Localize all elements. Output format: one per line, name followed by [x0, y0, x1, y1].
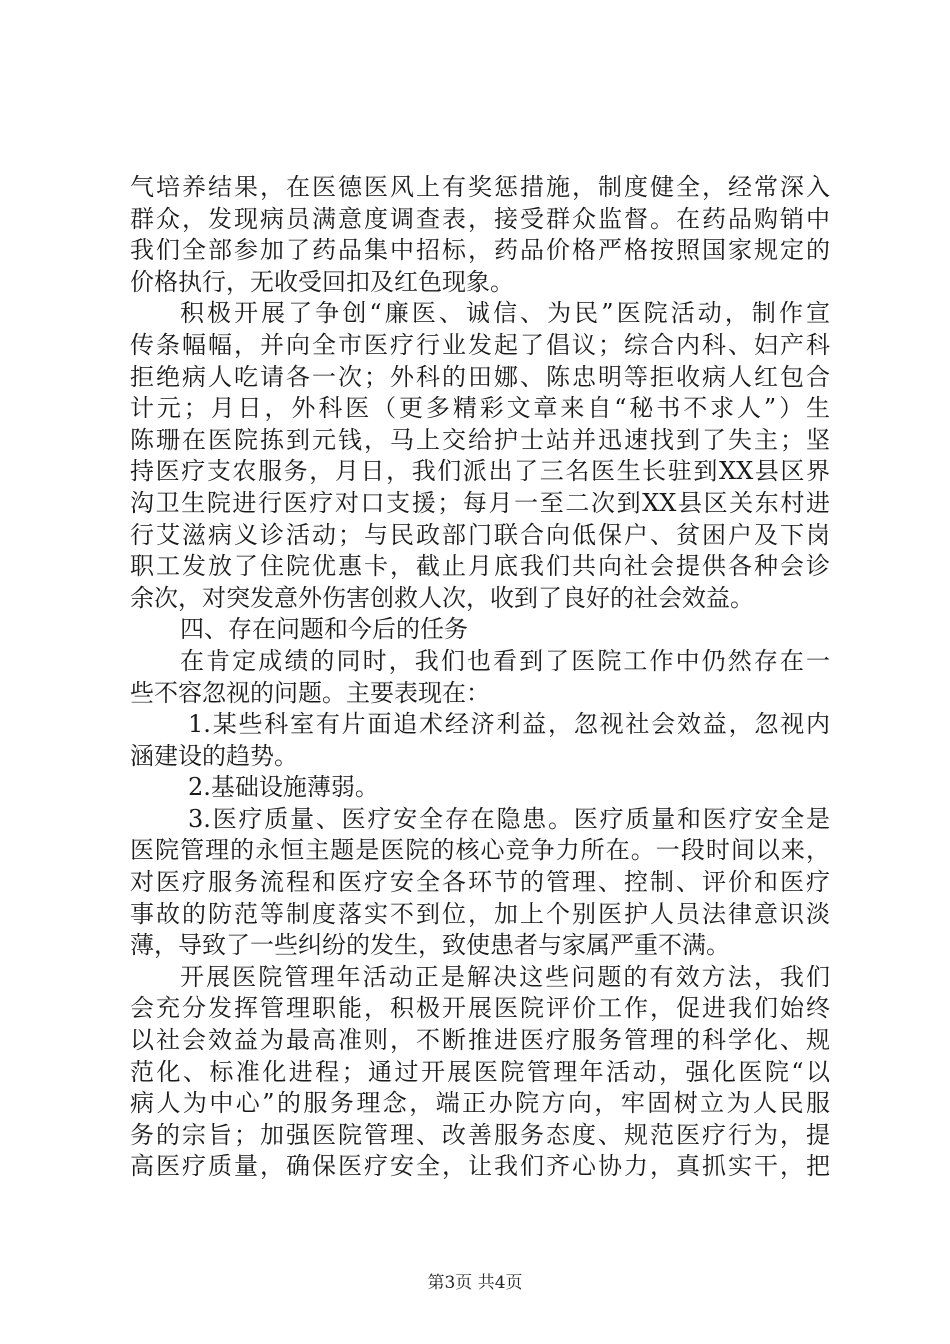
- text-line: 行艾滋病义诊活动；与民政部门联合向低保户、贫困户及下岗: [130, 520, 830, 549]
- text-line: 我们全部参加了药品集中招标，药品价格严格按照国家规定的: [130, 236, 830, 265]
- text-line: 3.医疗质量、医疗安全存在隐患。医疗质量和医疗安全是: [188, 804, 830, 833]
- text-line: 余次，对突发意外伤害创救人次，收到了良好的社会效益。: [130, 583, 754, 612]
- text-line: 1.某些科室有片面追术经济利益，忽视社会效益，忽视内: [188, 710, 830, 739]
- text-line: 涵建设的趋势。: [130, 741, 298, 770]
- text-line: 职工发放了住院优惠卡，截止月底我们共向社会提供各种会诊: [130, 552, 830, 581]
- text-line: 价格执行，无收受回扣及红色现象。: [130, 267, 514, 296]
- text-line: 事故的防范等制度落实不到位，加上个别医护人员法律意识淡: [130, 899, 830, 928]
- text-line: 2.基础设施薄弱。: [188, 773, 379, 802]
- text-line: 病人为中心”的服务理念，端正办院方向，牢固树立为人民服: [130, 1089, 830, 1118]
- text-line: 持医疗支农服务，月日，我们派出了三名医生长驻到XX县区界: [130, 457, 830, 486]
- text-line: 些不容忽视的问题。主要表现在：: [130, 678, 490, 707]
- text-line: 气培养结果，在医德医风上有奖惩措施，制度健全，经常深入: [130, 173, 830, 201]
- text-line: 会充分发挥管理职能，积极开展医院评价工作，促进我们始终: [130, 994, 830, 1023]
- text-line: 薄，导致了一些纠纷的发生，致使患者与家属严重不满。: [130, 931, 730, 960]
- text-line: 沟卫生院进行医疗对口支援；每月一至二次到XX县区关东村进: [130, 488, 830, 517]
- text-line: 范化、标准化进程；通过开展医院管理年活动，强化医院“以: [130, 1057, 830, 1086]
- text-line: 以社会效益为最高准则，不断推进医疗服务管理的科学化、规: [130, 1026, 830, 1055]
- text-line: 群众，发现病员满意度调查表，接受群众监督。在药品购销中: [130, 204, 830, 233]
- text-line: 开展医院管理年活动正是解决这些问题的有效方法，我们: [180, 962, 830, 991]
- text-line: 在肯定成绩的同时，我们也看到了医院工作中仍然存在一: [180, 646, 830, 675]
- document-body: [130, 172, 830, 1183]
- text-line: 计元；月日，外科医（更多精彩文章来自“秘书不求人”）生: [130, 394, 830, 423]
- page-footer: 第3页 共4页: [427, 1273, 523, 1293]
- text-line: 医院管理的永恒主题是医院的核心竞争力所在。一段时间以来，: [130, 836, 830, 865]
- text-line: 积极开展了争创“廉医、诚信、为民”医院活动，制作宣: [180, 299, 830, 328]
- text-line: 对医疗服务流程和医疗安全各环节的管理、控制、评价和医疗: [130, 868, 830, 897]
- text-line: 高医疗质量，确保医疗安全，让我们齐心协力，真抓实干，把: [130, 1152, 830, 1181]
- text-line: 务的宗旨；加强医院管理、改善服务态度、规范医疗行为，提: [130, 1120, 830, 1149]
- text-line: 拒绝病人吃请各一次；外科的田娜、陈忠明等拒收病人红包合: [130, 362, 830, 391]
- text-line: 四、存在问题和今后的任务: [180, 615, 468, 644]
- text-line: 陈珊在医院拣到元钱，马上交给护士站并迅速找到了失主；坚: [130, 425, 830, 454]
- text-line: 传条幅幅，并向全市医疗行业发起了倡议；综合内科、妇产科: [130, 330, 830, 359]
